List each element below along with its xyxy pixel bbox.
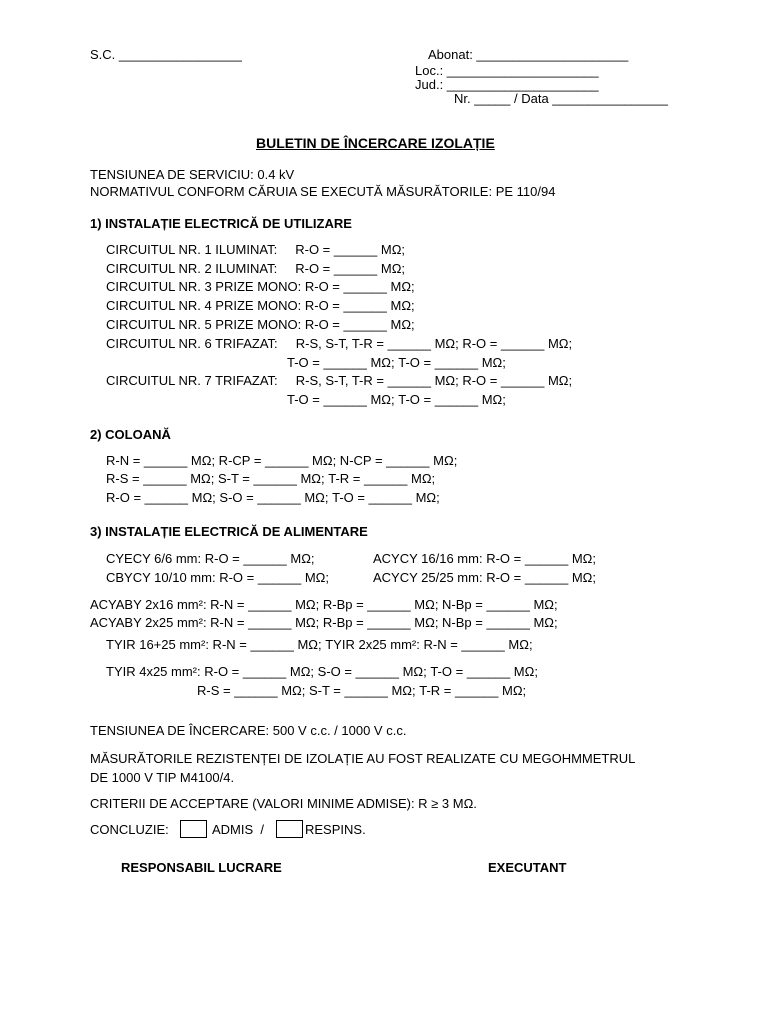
- executant-label: EXECUTANT: [488, 860, 567, 875]
- section2-heading: 2) COLOANĂ: [90, 427, 171, 442]
- abonat-field: Abonat: _____________________: [428, 47, 629, 62]
- circuit-line-5: CIRCUITUL NR. 5 PRIZE MONO: R-O = ______ MΩ;: [106, 317, 415, 332]
- tyir-line-3: R-S = ______ MΩ; S-T = ______ MΩ; T-R = ______ MΩ;: [197, 683, 527, 698]
- coloana-line-1: R-N = ______ MΩ; R-CP = ______ MΩ; N-CP = ______ MΩ;: [106, 453, 458, 468]
- admis-checkbox[interactable]: [180, 820, 207, 838]
- circuit-line-1: CIRCUITUL NR. 1 ILUMINAT: R-O = ______ MΩ;: [106, 242, 406, 257]
- masuratori-line-2: DE 1000 V TIP M4100/4.: [90, 770, 235, 785]
- section1-heading: 1) INSTALAȚIE ELECTRICĂ DE UTILIZARE: [90, 216, 352, 231]
- section3-heading: 3) INSTALAȚIE ELECTRICĂ DE ALIMENTARE: [90, 524, 368, 539]
- circuit-line-7: CIRCUITUL NR. 7 TRIFAZAT: R-S, S-T, T-R = ______ MΩ; R-O = ______ MΩ;: [106, 373, 573, 388]
- tyir-line-2: TYIR 4x25 mm²: R-O = ______ MΩ; S-O = ______ MΩ; T-O = ______ MΩ;: [106, 664, 538, 679]
- respins-label: RESPINS.: [305, 822, 366, 837]
- page-title: BULETIN DE ÎNCERCARE IZOLAȚIE: [256, 135, 495, 151]
- tensiune-serviciu: TENSIUNEA DE SERVICIU: 0.4 kV: [90, 167, 295, 182]
- cbycy-line: CBYCY 10/10 mm: R-O = ______ MΩ;: [106, 570, 329, 585]
- coloana-line-2: R-S = ______ MΩ; S-T = ______ MΩ; T-R = ______ MΩ;: [106, 471, 436, 486]
- tyir-line-1: TYIR 16+25 mm²: R-N = ______ MΩ; TYIR 2x25 mm²: R-N = ______ MΩ;: [106, 637, 533, 652]
- acyaby25-line: ACYABY 2x25 mm²: R-N = ______ MΩ; R-Bp = ______ MΩ; N-Bp = ______ MΩ;: [90, 615, 558, 630]
- loc-field: Loc.: _____________________: [415, 63, 599, 78]
- circuit-line-2: CIRCUITUL NR. 2 ILUMINAT: R-O = ______ MΩ;: [106, 261, 406, 276]
- cyecy-line: CYECY 6/6 mm: R-O = ______ MΩ;: [106, 551, 315, 566]
- respins-checkbox[interactable]: [276, 820, 303, 838]
- circuit-line-7b: T-O = ______ MΩ; T-O = ______ MΩ;: [287, 392, 506, 407]
- circuit-line-6b: T-O = ______ MΩ; T-O = ______ MΩ;: [287, 355, 506, 370]
- acycy16-line: ACYCY 16/16 mm: R-O = ______ MΩ;: [373, 551, 596, 566]
- sc-field: S.C. _________________: [90, 47, 242, 62]
- masuratori-line-1: MĂSURĂTORILE REZISTENȚEI DE IZOLAȚIE AU FOST REALIZATE CU MEGOHMMETRUL: [90, 751, 636, 766]
- concluzie-label: CONCLUZIE:: [90, 822, 169, 837]
- circuit-line-4: CIRCUITUL NR. 4 PRIZE MONO: R-O = ______ MΩ;: [106, 298, 415, 313]
- acycy25-line: ACYCY 25/25 mm: R-O = ______ MΩ;: [373, 570, 596, 585]
- jud-field: Jud.: _____________________: [415, 77, 599, 92]
- coloana-line-3: R-O = ______ MΩ; S-O = ______ MΩ; T-O = ______ MΩ;: [106, 490, 440, 505]
- admis-label: ADMIS /: [212, 822, 265, 837]
- circuit-line-3: CIRCUITUL NR. 3 PRIZE MONO: R-O = ______ MΩ;: [106, 279, 415, 294]
- normativ: NORMATIVUL CONFORM CĂRUIA SE EXECUTĂ MĂSURĂTORILE: PE 110/94: [90, 184, 556, 199]
- criterii: CRITERII DE ACCEPTARE (VALORI MINIME ADMISE): R ≥ 3 MΩ.: [90, 796, 477, 811]
- acyaby16-line: ACYABY 2x16 mm²: R-N = ______ MΩ; R-Bp = ______ MΩ; N-Bp = ______ MΩ;: [90, 597, 558, 612]
- nr-data-field: Nr. _____ / Data ________________: [454, 91, 668, 106]
- responsabil-label: RESPONSABIL LUCRARE: [121, 860, 282, 875]
- tensiune-incercare: TENSIUNEA DE ÎNCERCARE: 500 V c.c. / 1000 V c.c.: [90, 723, 407, 738]
- circuit-line-6: CIRCUITUL NR. 6 TRIFAZAT: R-S, S-T, T-R = ______ MΩ; R-O = ______ MΩ;: [106, 336, 573, 351]
